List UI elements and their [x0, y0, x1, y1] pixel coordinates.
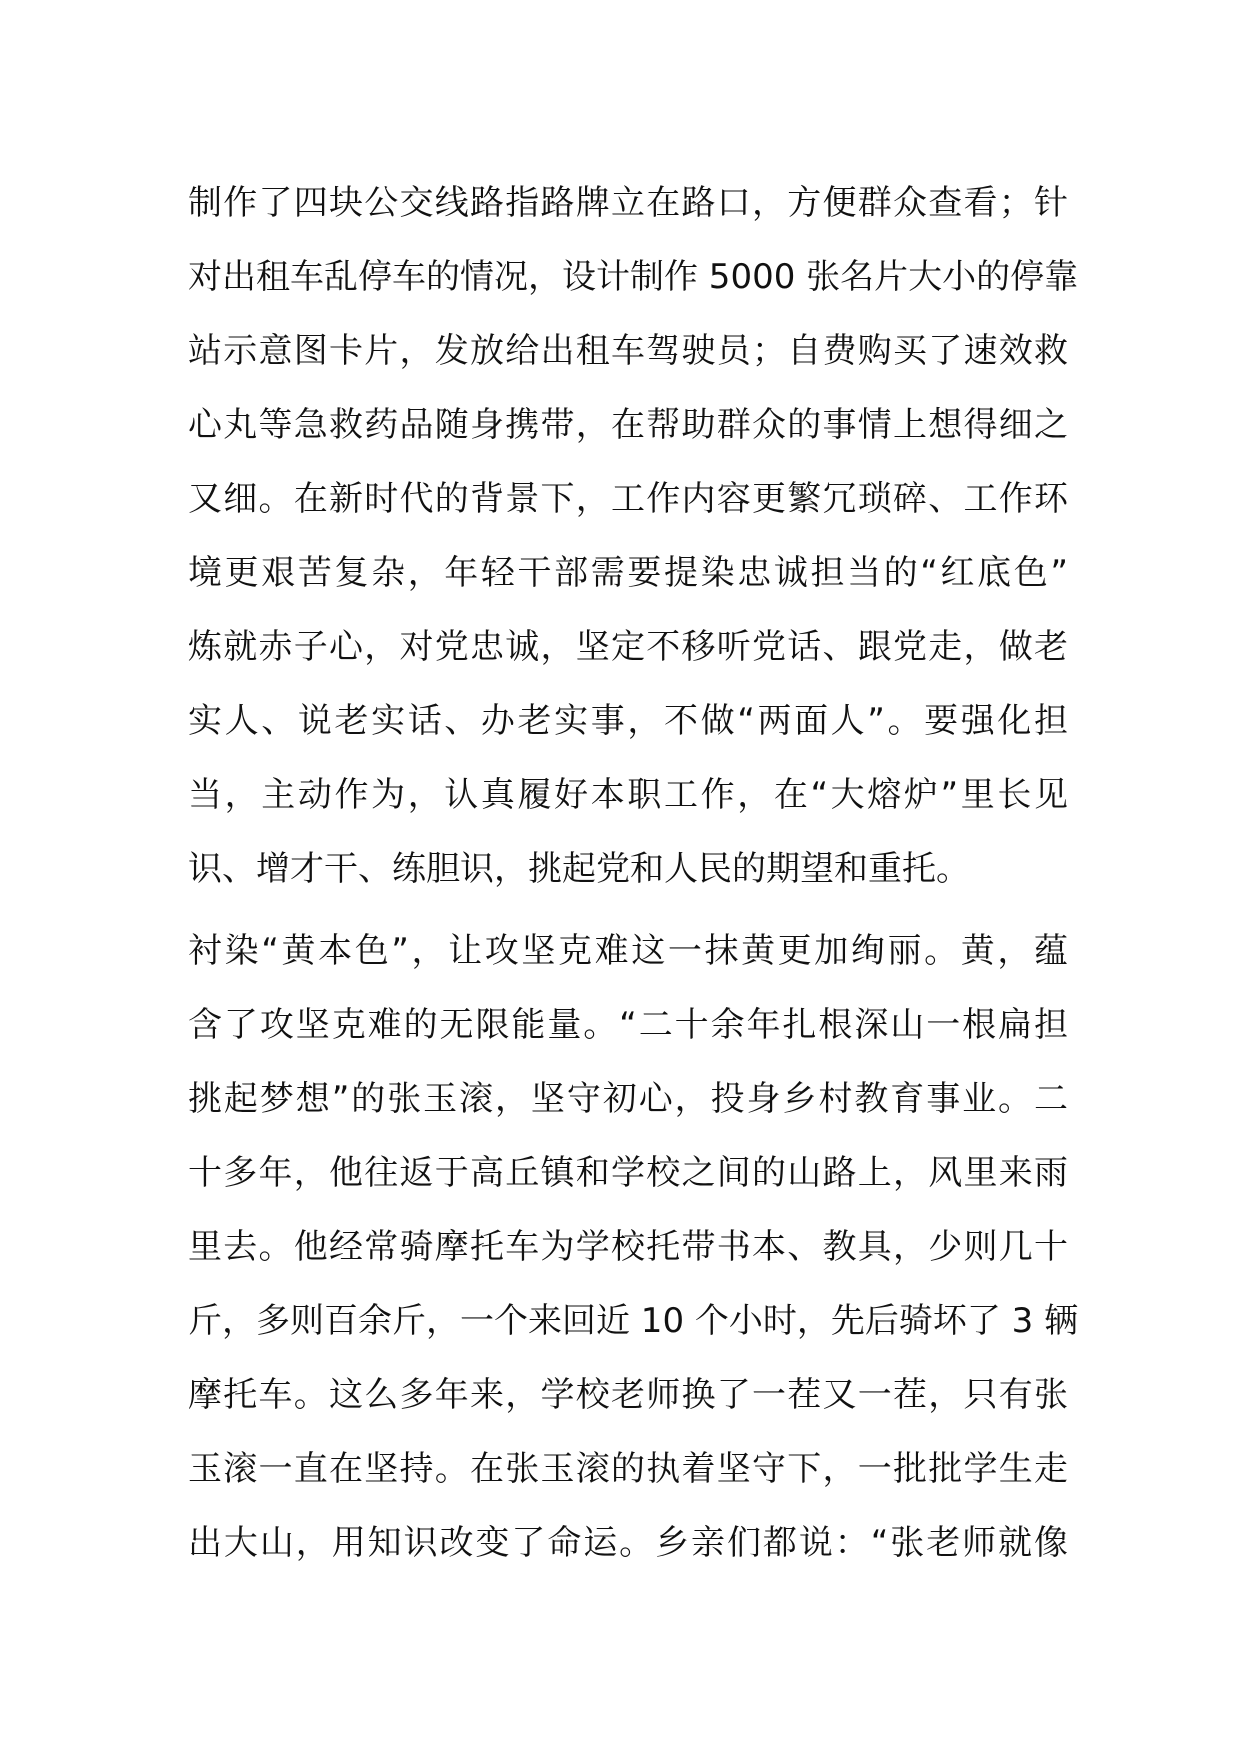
text-line: 出大山，用知识改变了命运。乡亲们都说：“张老师就像: [188, 1523, 1068, 1563]
text-line: 里去。他经常骑摩托车为学校托带书本、教具，少则几十: [188, 1227, 1068, 1267]
text-line: 含了攻坚克难的无限能量。“二十余年扎根深山一根扁担: [188, 1005, 1068, 1045]
text-line: 又细。在新时代的背景下，工作内容更繁冗琐碎、工作环: [188, 479, 1068, 519]
text-line: 玉滚一直在坚持。在张玉滚的执着坚守下，一批批学生走: [188, 1449, 1068, 1489]
text-line: 实人、说老实话、办老实事，不做“两面人”。要强化担: [188, 701, 1068, 741]
paragraph-1: [188, 166, 1079, 906]
text-line: 挑起梦想”的张玉滚，坚守初心，投身乡村教育事业。二: [188, 1079, 1068, 1119]
text-line: 站示意图卡片，发放给出租车驾驶员；自费购买了速效救: [188, 331, 1068, 371]
text-line: 十多年，他往返于高丘镇和学校之间的山路上，风里来雨: [188, 1153, 1068, 1193]
paragraph-2: [188, 914, 1079, 1580]
text-line: 摩托车。这么多年来，学校老师换了一茬又一茬，只有张: [188, 1375, 1068, 1415]
text-line: 当，主动作为，认真履好本职工作，在“大熔炉”里长见: [188, 775, 1068, 815]
text-line: 炼就赤子心，对党忠诚，坚定不移听党话、跟党走，做老: [188, 627, 1068, 667]
text-line: 对出租车乱停车的情况，设计制作 5000 张名片大小的停靠: [188, 257, 1079, 297]
text-line: 识、增才干、练胆识，挑起党和人民的期望和重托。: [188, 849, 970, 889]
text-line: 心丸等急救药品随身携带，在帮助群众的事情上想得细之: [188, 405, 1068, 445]
text-line: 制作了四块公交线路指路牌立在路口，方便群众查看；针: [188, 183, 1068, 223]
text-line: 境更艰苦复杂，年轻干部需要提染忠诚担当的“红底色”: [188, 553, 1068, 593]
text-line: 衬染“黄本色”，让攻坚克难这一抹黄更加绚丽。黄，蕴: [188, 931, 1068, 971]
document-body: [188, 166, 1079, 1580]
text-line: 斤，多则百余斤，一个来回近 10 个小时，先后骑坏了 3 辆: [188, 1301, 1079, 1341]
